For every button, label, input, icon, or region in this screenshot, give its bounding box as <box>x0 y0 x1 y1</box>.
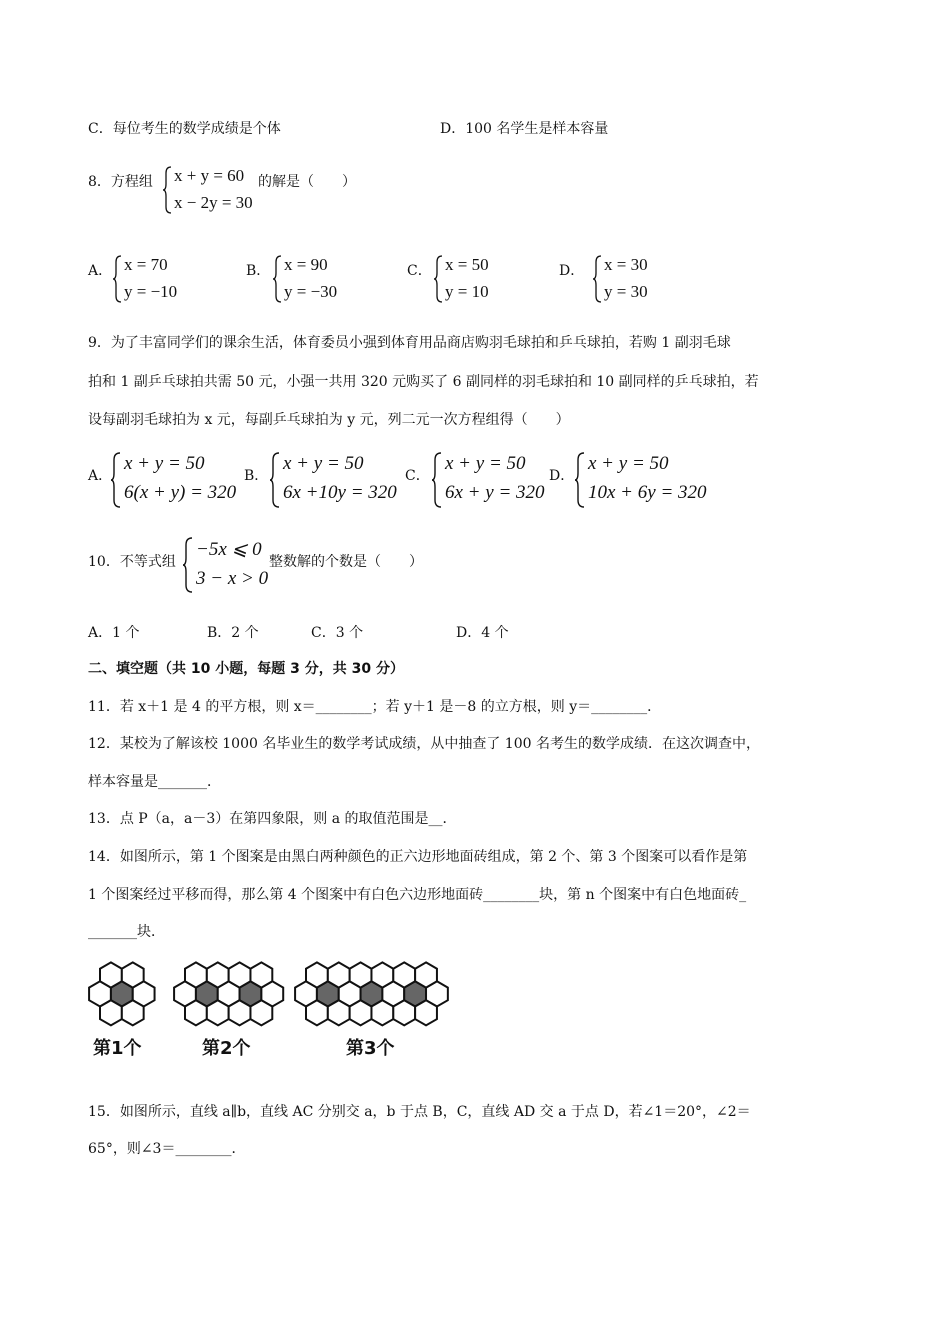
white-hex-tile <box>207 1000 229 1025</box>
q9-option-c-line1: x + y = 50 <box>445 453 526 474</box>
figure-caption-3: 第3个 <box>346 1038 395 1059</box>
q13-text: 13．点 P（a，a－3）在第四象限，则 a 的取值范围是__． <box>88 811 457 827</box>
figure-caption-2: 第2个 <box>202 1038 251 1059</box>
q8-option-a-line2: y = −10 <box>124 282 178 301</box>
q8-option-b-line1: x = 90 <box>284 255 328 274</box>
white-hex-tile <box>185 962 207 987</box>
q9-option-a-line2: 6(x + y) = 320 <box>124 482 237 503</box>
q12-line2: 样本容量是_______． <box>88 774 221 790</box>
white-hex-tile <box>100 962 122 987</box>
q8-suffix: 的解是（ ） <box>258 174 356 190</box>
q9-option-a-label: A． <box>88 468 113 484</box>
white-hex-tile <box>229 1000 251 1025</box>
white-hex-tile <box>350 962 372 987</box>
white-hex-tile <box>122 962 144 987</box>
q9-option-b-line2: 6x +10y = 320 <box>283 482 397 503</box>
white-hex-tile <box>415 1000 437 1025</box>
white-hex-tile <box>207 962 229 987</box>
q8-option-a-label: A． <box>88 263 113 279</box>
q9-line2: 拍和 1 副乒乓球拍共需 50 元，小强一共用 320 元购买了 6 副同样的羽毛球拍和 10 副同样的乒乓球拍，若 <box>88 374 759 390</box>
q15-line1: 15．如图所示，直线 a∥b，直线 AC 分别交 a，b 于点 B，C，直线 AD 交 a 于点 D，若∠1＝20°，∠2＝ <box>88 1104 751 1120</box>
white-hex-tile <box>371 1000 393 1025</box>
q8-option-c-line1: x = 50 <box>445 255 489 274</box>
section-2-heading: 二、填空题（共 10 小题，每题 3 分，共 30 分） <box>88 661 404 677</box>
white-hex-tile <box>350 1000 372 1025</box>
q10-eq1: −5x ⩽ 0 <box>196 539 262 560</box>
q9-option-c-label: C． <box>405 468 430 484</box>
q10-prefix: 10．不等式组 <box>88 554 176 570</box>
q8-eq1: x + y = 60 <box>174 166 245 185</box>
white-hex-tile <box>415 962 437 987</box>
q8-eq2: x − 2y = 30 <box>174 193 253 212</box>
q14-line1: 14．如图所示，第 1 个图案是由黑白两种颜色的正六边形地面砖组成，第 2 个、第 3 个图案可以看作是第 <box>88 849 748 865</box>
q8-option-d-line2: y = 30 <box>604 282 648 301</box>
q9-option-c-line2: 6x + y = 320 <box>445 482 545 503</box>
white-hex-tile <box>229 962 251 987</box>
q7-option-c: C．每位考生的数学成绩是个体 <box>88 121 281 137</box>
q10-option-d: D．4 个 <box>456 625 509 641</box>
q9-option-d-label: D． <box>549 468 575 484</box>
q9-option-b-line1: x + y = 50 <box>283 453 364 474</box>
q9-option-a-line1: x + y = 50 <box>124 453 205 474</box>
q8-option-d-label: D． <box>559 263 585 279</box>
q15-line2: 65°，则∠3＝________． <box>88 1141 246 1157</box>
q12-line1: 12．某校为了解该校 1000 名毕业生的数学考试成绩，从中抽查了 100 名考生的数学成绩．在这次调查中， <box>88 736 760 752</box>
q9-option-b-label: B． <box>244 468 269 484</box>
q10-option-b: B．2 个 <box>207 625 259 641</box>
white-hex-tile <box>250 1000 272 1025</box>
q9-option-d-line2: 10x + 6y = 320 <box>588 482 707 503</box>
q14-line3: _______块． <box>88 924 165 940</box>
q14-line2: 1 个图案经过平移而得，那么第 4 个图案中有白色六边形地面砖________块，第 n 个图案中有白色地面砖_ <box>88 887 747 903</box>
q9-option-d-line1: x + y = 50 <box>588 453 669 474</box>
q10-eq2: 3 − x > 0 <box>196 568 269 589</box>
q8-option-b-label: B． <box>246 263 271 279</box>
figure-caption-1: 第1个 <box>93 1038 142 1059</box>
white-hex-tile <box>393 962 415 987</box>
q9-line3: 设每副羽毛球拍为 x 元，每副乒乓球拍为 y 元，列二元一次方程组得（ ） <box>88 412 570 428</box>
q10-option-a: A．1 个 <box>88 625 140 641</box>
q8-prefix: 8．方程组 <box>88 174 153 190</box>
q9-line1: 9．为了丰富同学们的课余生活，体育委员小强到体育用品商店购羽毛球拍和乒乓球拍，若购 1 副羽毛球 <box>88 335 731 351</box>
q10-option-c: C．3 个 <box>311 625 364 641</box>
white-hex-tile <box>393 1000 415 1025</box>
q8-option-d-line1: x = 30 <box>604 255 648 274</box>
q8-option-a-line1: x = 70 <box>124 255 168 274</box>
q11-text: 11．若 x＋1 是 4 的平方根，则 x＝________；若 y＋1 是－8 的立方根，则 y＝________． <box>88 699 662 715</box>
q8-option-c-label: C． <box>407 263 432 279</box>
white-hex-tile <box>306 1000 328 1025</box>
white-hex-tile <box>185 1000 207 1025</box>
q8-option-c-line2: y = 10 <box>445 282 489 301</box>
white-hex-tile <box>306 962 328 987</box>
white-hex-tile <box>371 962 393 987</box>
white-hex-tile <box>122 1000 144 1025</box>
white-hex-tile <box>250 962 272 987</box>
white-hex-tile <box>328 1000 350 1025</box>
q8-option-b-line2: y = −30 <box>284 282 338 301</box>
white-hex-tile <box>100 1000 122 1025</box>
white-hex-tile <box>328 962 350 987</box>
q7-option-d: D．100 名学生是样本容量 <box>440 121 609 137</box>
q10-suffix: 整数解的个数是（ ） <box>269 554 423 570</box>
